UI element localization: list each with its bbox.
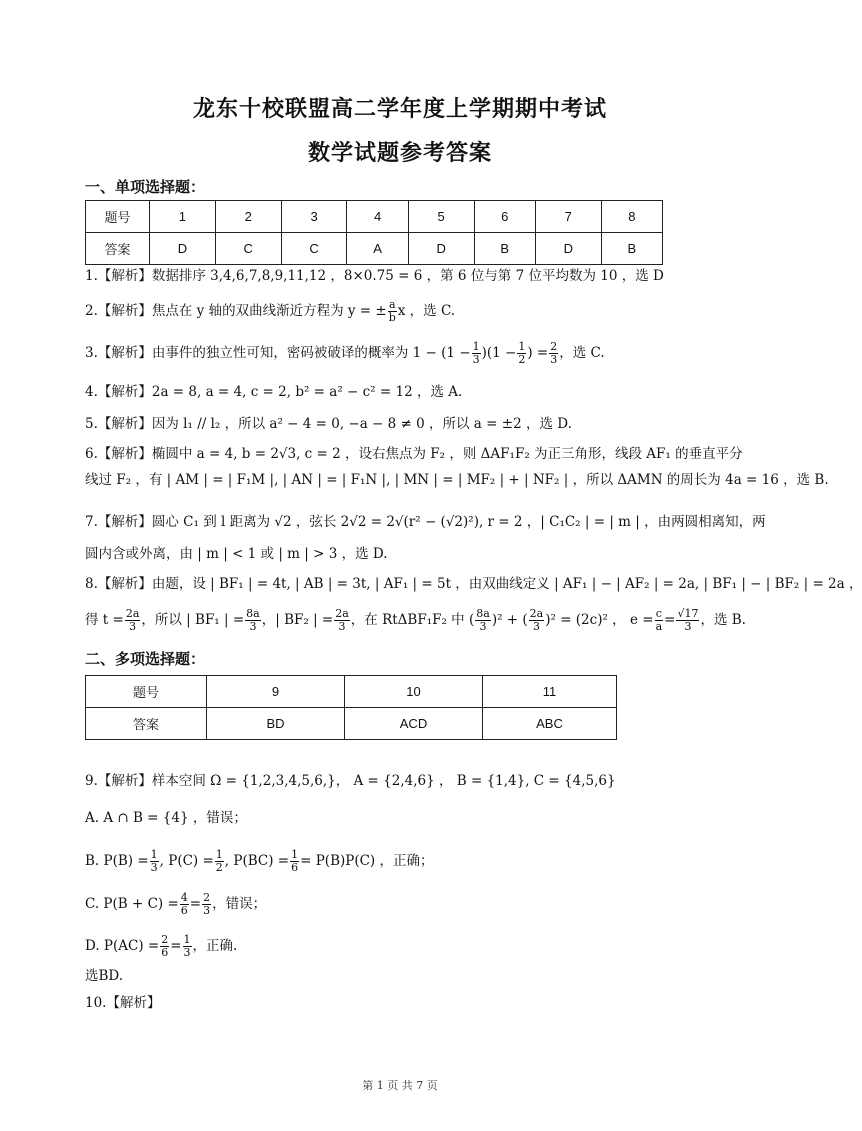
q9-option-d	[85, 931, 725, 961]
text-run: ，选 B.	[700, 612, 746, 628]
solution-4: 4.【解析】2a = 8, a = 4, c = 2, b² = a² − c² = 12 ，选 A.	[85, 384, 463, 400]
multiple-choice-answer-table	[85, 675, 617, 740]
text-run: ，正确.	[192, 938, 238, 954]
table-cell: 3	[281, 201, 347, 233]
q9-option-c	[85, 889, 725, 919]
table-cell: B	[601, 233, 662, 265]
numerator: 2	[161, 933, 169, 946]
text-run: ，| BF₂ | =	[261, 612, 334, 628]
row-label: 题号	[86, 201, 150, 233]
text-run: )² + (	[491, 612, 528, 628]
solution-7-line1: 7.【解析】圆心 C₁ 到 l 距离为 √2 ，弦长 2√2 = 2√(r² − (√2)²), r = 2 ，| C₁C₂ | = | m | ，由两圆相离知，两	[85, 514, 766, 530]
fraction	[334, 608, 350, 633]
q10-heading: 10.【解析】	[85, 995, 161, 1011]
row-label: 题号	[86, 676, 207, 708]
numerator: 1	[215, 848, 223, 861]
text-run: ，错误；	[212, 896, 267, 912]
denominator: 2	[215, 861, 223, 874]
fraction	[183, 934, 192, 959]
table-cell: 7	[535, 201, 601, 233]
fraction	[529, 608, 545, 633]
fraction	[676, 608, 699, 633]
numerator: 2	[550, 340, 558, 353]
denominator: b	[388, 311, 396, 324]
solution-2	[85, 298, 725, 324]
solution-7-line2: 圆内含或外离，由 | m | < 1 或 | m | > 3 ，选 D.	[85, 546, 388, 562]
numerator: 2a	[335, 607, 349, 620]
table-cell: B	[474, 233, 535, 265]
section2-heading: 二、多项选择题：	[85, 650, 206, 668]
table-cell: D	[408, 233, 474, 265]
numerator: 1	[183, 933, 191, 946]
table-cell: D	[150, 233, 216, 265]
denominator: 3	[550, 353, 558, 366]
q9-option-a: A. A ∩ B = {4} ，错误；	[85, 810, 247, 826]
numerator: 8a	[476, 607, 490, 620]
table-row-answers	[86, 708, 617, 740]
fraction	[150, 849, 159, 874]
numerator: 1	[150, 848, 158, 861]
fraction	[160, 934, 169, 959]
fraction	[388, 299, 397, 324]
fraction	[215, 849, 224, 874]
text-run: C. P(B + C) =	[85, 896, 179, 912]
row-label: 答案	[86, 708, 207, 740]
q9-choice: 选BD.	[85, 968, 124, 984]
fraction	[472, 341, 481, 366]
solution-8-line2	[85, 606, 746, 634]
text-run: ，所以 | BF₁ | =	[141, 612, 245, 628]
denominator: 3	[532, 620, 540, 633]
text-run: ，选 C.	[559, 345, 605, 361]
text-run: )² = (2c)² ， e =	[545, 612, 654, 628]
denominator: 3	[150, 861, 158, 874]
denominator: 3	[203, 904, 211, 917]
fraction	[245, 608, 261, 633]
numerator: 1	[472, 340, 480, 353]
row-label: 答案	[86, 233, 150, 265]
solution-1: 1.【解析】数据排序 3,4,6,7,8,9,11,12 ，8×0.75 = 6 ，第 6 位与第 7 位平均数为 10 ，选 D	[85, 268, 664, 284]
table-cell: 4	[347, 201, 408, 233]
section1-heading: 一、单项选择题：	[85, 178, 206, 196]
denominator: 2	[518, 353, 526, 366]
q9-option-b	[85, 846, 725, 876]
solution-8-line1: 8.【解析】由题，设 | BF₁ | = 4t, | AB | = 3t, | AF₁ | = 5t ，由双曲线定义 | AF₁ | − | AF₂ | = 2a, | BF₁ | − | BF₂ | = 2a ，	[85, 576, 862, 592]
single-choice-answer-table	[85, 200, 663, 265]
denominator: 3	[472, 353, 480, 366]
text-run: 得 t =	[85, 612, 124, 628]
table-cell: 8	[601, 201, 662, 233]
solution-5: 5.【解析】因为 l₁ // l₂ ，所以 a² − 4 = 0, −a − 8 ≠ 0 ，所以 a = ±2 ，选 D.	[85, 416, 572, 432]
fraction	[125, 608, 141, 633]
text-run: B. P(B) =	[85, 853, 149, 869]
page-title: 龙东十校联盟高二学年度上学期期中考试	[192, 97, 607, 122]
denominator: 6	[291, 861, 299, 874]
numerator: 1	[518, 340, 526, 353]
numerator: 4	[180, 891, 188, 904]
table-row-questions	[86, 676, 617, 708]
fraction	[517, 341, 526, 366]
numerator: c	[655, 607, 662, 620]
text-run: ，在 RtΔBF₁F₂ 中 (	[350, 612, 475, 628]
text-run: 3.【解析】由事件的独立性可知，密码被破译的概率为 1 − (1 −	[85, 345, 471, 361]
fraction	[475, 608, 491, 633]
table-row-answers	[86, 233, 663, 265]
table-cell: A	[347, 233, 408, 265]
table-cell: 6	[474, 201, 535, 233]
table-cell: 1	[150, 201, 216, 233]
table-cell: 10	[345, 676, 483, 708]
denominator: 3	[479, 620, 487, 633]
numerator: 2a	[529, 607, 544, 620]
text-run: =	[170, 938, 182, 954]
text-run: =	[189, 896, 202, 912]
denominator: 3	[129, 620, 137, 633]
text-run: =	[664, 612, 676, 628]
table-cell: 9	[207, 676, 345, 708]
solution-3	[85, 340, 725, 366]
table-cell: D	[535, 233, 601, 265]
text-run: , P(BC) =	[224, 853, 290, 869]
denominator: a	[655, 620, 663, 633]
fraction	[202, 892, 211, 917]
numerator: 2a	[125, 607, 140, 620]
text-run: x ，选 C.	[397, 303, 456, 319]
denominator: 3	[249, 620, 257, 633]
denominator: 3	[183, 946, 191, 959]
solution-6-line2: 线过 F₂ ，有 | AM | = | F₁M |, | AN | = | F₁N |, | MN | = | MF₂ | + | NF₂ | ，所以 ΔAMN 的周长为 4a = 16 ，选 B.	[85, 472, 829, 488]
fraction	[549, 341, 558, 366]
numerator: 8a	[246, 607, 260, 620]
table-cell: ACD	[345, 708, 483, 740]
q9-intro: 9.【解析】样本空间 Ω = {1,2,3,4,5,6,}， A = {2,4,6} ， B = {1,4}, C = {4,5,6}	[85, 773, 616, 789]
table-cell: 11	[483, 676, 617, 708]
numerator: a	[388, 298, 396, 311]
denominator: 3	[338, 620, 346, 633]
fraction	[655, 608, 664, 633]
text-run: , P(C) =	[159, 853, 214, 869]
table-cell: C	[281, 233, 347, 265]
table-cell: 2	[215, 201, 281, 233]
page-number: 第 1 页 共 7 页	[362, 1079, 438, 1092]
solution-6-line1: 6.【解析】椭圆中 a = 4, b = 2√3, c = 2 ，设右焦点为 F₂ ，则 ΔAF₁F₂ 为正三角形，线段 AF₁ 的垂直平分	[85, 446, 743, 462]
fraction	[290, 849, 299, 874]
denominator: 6	[161, 946, 169, 959]
table-cell: BD	[207, 708, 345, 740]
text-run: )(1 −	[481, 345, 517, 361]
table-row-questions	[86, 201, 663, 233]
numerator: 2	[203, 891, 211, 904]
text-run: = P(B)P(C) ，正确；	[300, 853, 434, 869]
denominator: 3	[684, 620, 692, 633]
numerator: √17	[677, 607, 699, 620]
table-cell: ABC	[483, 708, 617, 740]
numerator: 1	[291, 848, 299, 861]
table-cell: 5	[408, 201, 474, 233]
text-run: ) =	[527, 345, 549, 361]
text-run: D. P(AC) =	[85, 938, 160, 954]
table-cell: C	[215, 233, 281, 265]
page-subtitle: 数学试题参考答案	[307, 141, 492, 166]
fraction	[180, 892, 189, 917]
text-run: 2.【解析】焦点在 y 轴的双曲线渐近方程为 y = ±	[85, 303, 387, 319]
denominator: 6	[180, 904, 188, 917]
